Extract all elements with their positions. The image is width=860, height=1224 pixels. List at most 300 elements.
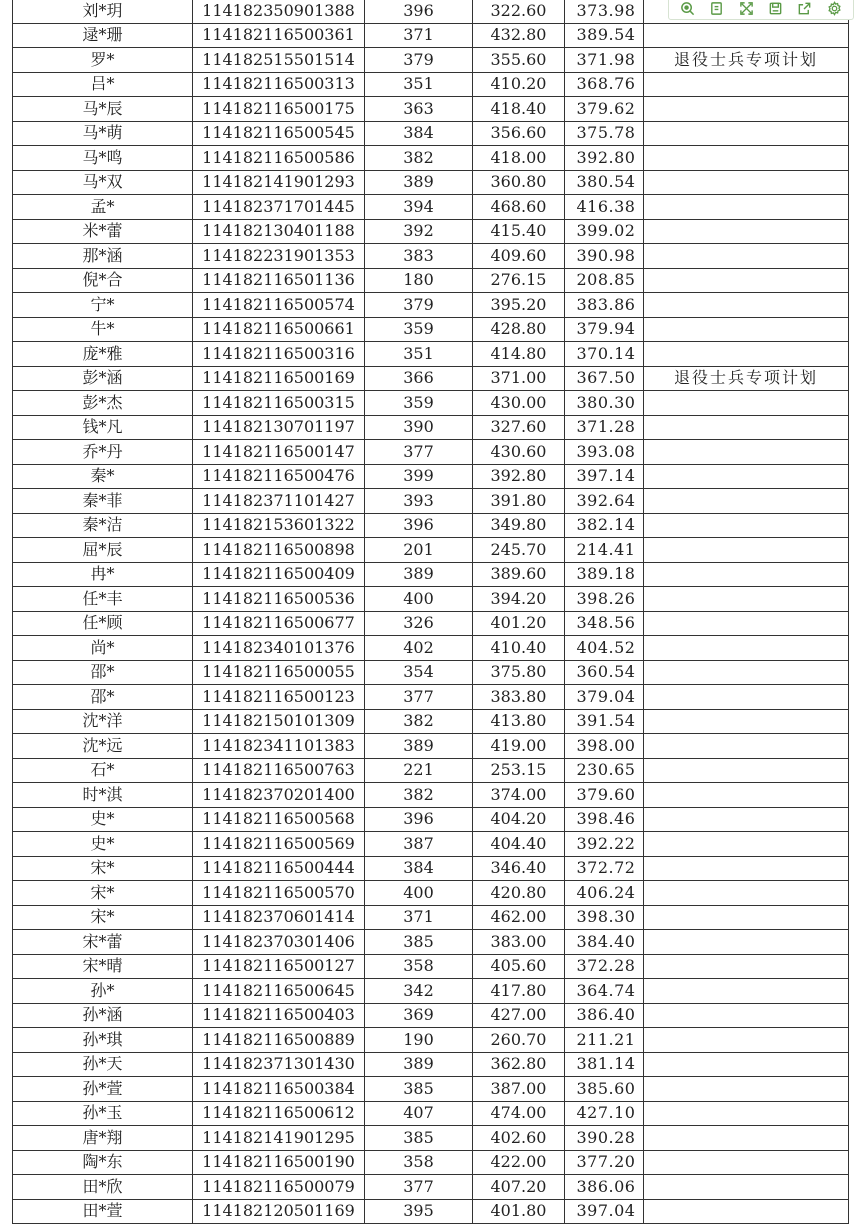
candidate-name-cell: 尚*	[13, 636, 193, 661]
candidate-name-cell: 逯*珊	[13, 23, 193, 48]
candidate-name-cell: 秦*洁	[13, 513, 193, 538]
remark-cell	[644, 538, 849, 563]
retest-score-cell: 432.80	[473, 23, 565, 48]
table-row	[13, 48, 849, 73]
floating-toolbar	[668, 0, 854, 20]
retest-score-cell: 427.00	[473, 1003, 565, 1028]
retest-score-cell: 415.40	[473, 219, 565, 244]
initial-score-cell: 383	[365, 244, 473, 269]
initial-score-cell: 377	[365, 440, 473, 465]
final-score-cell: 379.60	[565, 783, 644, 808]
table-row	[13, 1175, 849, 1200]
exam-id-cell: 114182116500889	[193, 1028, 365, 1053]
initial-score-cell: 384	[365, 856, 473, 881]
retest-score-cell: 362.80	[473, 1052, 565, 1077]
remark-cell	[644, 415, 849, 440]
exam-id-cell: 114182116500055	[193, 660, 365, 685]
table-row	[13, 121, 849, 146]
exam-id-cell: 114182120501169	[193, 1199, 365, 1224]
remark-cell	[644, 391, 849, 416]
retest-score-cell: 375.80	[473, 660, 565, 685]
final-score-cell: 392.64	[565, 489, 644, 514]
initial-score-cell: 201	[365, 538, 473, 563]
remark-cell	[644, 856, 849, 881]
exam-id-cell: 114182141901293	[193, 170, 365, 195]
candidate-name-cell: 吕*	[13, 72, 193, 97]
remark-cell	[644, 195, 849, 220]
retest-score-cell: 260.70	[473, 1028, 565, 1053]
retest-score-cell: 383.80	[473, 685, 565, 710]
candidate-name-cell: 孙*	[13, 979, 193, 1004]
exam-id-cell: 114182116500763	[193, 758, 365, 783]
table-row	[13, 856, 849, 881]
initial-score-cell: 382	[365, 709, 473, 734]
final-score-cell: 348.56	[565, 611, 644, 636]
retest-score-cell: 371.00	[473, 366, 565, 391]
retest-score-cell: 374.00	[473, 783, 565, 808]
remark-cell	[644, 636, 849, 661]
table-row	[13, 1077, 849, 1102]
exam-id-cell: 114182341101383	[193, 734, 365, 759]
candidate-name-cell: 秦*	[13, 464, 193, 489]
table-row	[13, 170, 849, 195]
exam-id-cell: 114182116500409	[193, 562, 365, 587]
final-score-cell: 381.14	[565, 1052, 644, 1077]
exam-id-cell: 114182116500612	[193, 1101, 365, 1126]
final-score-cell: 370.14	[565, 342, 644, 367]
final-score-cell: 404.52	[565, 636, 644, 661]
final-score-cell: 379.94	[565, 317, 644, 342]
remark-cell	[644, 1175, 849, 1200]
initial-score-cell: 359	[365, 391, 473, 416]
retest-score-cell: 245.70	[473, 538, 565, 563]
final-score-cell: 382.14	[565, 513, 644, 538]
exam-id-cell: 114182340101376	[193, 636, 365, 661]
retest-score-cell: 391.80	[473, 489, 565, 514]
table-row	[13, 23, 849, 48]
candidate-name-cell: 乔*丹	[13, 440, 193, 465]
final-score-cell: 390.98	[565, 244, 644, 269]
candidate-name-cell: 马*双	[13, 170, 193, 195]
retest-score-cell: 395.20	[473, 293, 565, 318]
exam-id-cell: 114182370601414	[193, 905, 365, 930]
table-row	[13, 611, 849, 636]
final-score-cell: 397.14	[565, 464, 644, 489]
retest-score-cell: 327.60	[473, 415, 565, 440]
exam-id-cell: 114182150101309	[193, 709, 365, 734]
candidate-name-cell: 宋*	[13, 881, 193, 906]
exam-id-cell: 114182116500574	[193, 293, 365, 318]
final-score-cell: 386.06	[565, 1175, 644, 1200]
table-row	[13, 538, 849, 563]
candidate-name-cell: 史*	[13, 832, 193, 857]
candidate-name-cell: 钱*凡	[13, 415, 193, 440]
table-row	[13, 930, 849, 955]
copy-icon[interactable]	[708, 0, 726, 17]
final-score-cell: 367.50	[565, 366, 644, 391]
final-score-cell: 368.76	[565, 72, 644, 97]
initial-score-cell: 396	[365, 807, 473, 832]
table-row	[13, 391, 849, 416]
exam-id-cell: 114182130701197	[193, 415, 365, 440]
remark-cell	[644, 342, 849, 367]
initial-score-cell: 180	[365, 268, 473, 293]
final-score-cell: 371.98	[565, 48, 644, 73]
candidate-name-cell: 陶*东	[13, 1150, 193, 1175]
final-score-cell: 214.41	[565, 538, 644, 563]
candidate-name-cell: 任*顾	[13, 611, 193, 636]
candidate-name-cell: 彭*涵	[13, 366, 193, 391]
remark-cell	[644, 268, 849, 293]
retest-score-cell: 387.00	[473, 1077, 565, 1102]
candidate-name-cell: 庞*雅	[13, 342, 193, 367]
candidate-name-cell: 孙*玉	[13, 1101, 193, 1126]
retest-score-cell: 404.40	[473, 832, 565, 857]
initial-score-cell: 395	[365, 1199, 473, 1224]
remark-cell	[644, 807, 849, 832]
share-icon[interactable]	[796, 0, 814, 17]
table-row	[13, 244, 849, 269]
initial-score-cell: 385	[365, 1077, 473, 1102]
candidate-name-cell: 孟*	[13, 195, 193, 220]
initial-score-cell: 377	[365, 1175, 473, 1200]
candidate-name-cell: 孙*萱	[13, 1077, 193, 1102]
table-row	[13, 97, 849, 122]
table-row	[13, 1150, 849, 1175]
table-row	[13, 1199, 849, 1224]
final-score-cell: 390.28	[565, 1126, 644, 1151]
final-score-cell: 392.22	[565, 832, 644, 857]
retest-score-cell: 474.00	[473, 1101, 565, 1126]
candidate-name-cell: 马*辰	[13, 97, 193, 122]
exam-id-cell: 114182515501514	[193, 48, 365, 73]
exam-id-cell: 114182350901388	[193, 0, 365, 23]
remark-cell	[644, 170, 849, 195]
remark-cell	[644, 489, 849, 514]
candidate-name-cell: 田*萱	[13, 1199, 193, 1224]
exam-id-cell: 114182116500569	[193, 832, 365, 857]
save-icon[interactable]	[767, 0, 785, 17]
final-score-cell: 211.21	[565, 1028, 644, 1053]
initial-score-cell: 384	[365, 121, 473, 146]
initial-score-cell: 377	[365, 685, 473, 710]
score-table-body	[13, 0, 849, 1224]
final-score-cell: 384.40	[565, 930, 644, 955]
table-row	[13, 1126, 849, 1151]
initial-score-cell: 190	[365, 1028, 473, 1053]
exam-id-cell: 114182116500645	[193, 979, 365, 1004]
remark-cell	[644, 1028, 849, 1053]
exam-id-cell: 114182116500444	[193, 856, 365, 881]
exam-id-cell: 114182370201400	[193, 783, 365, 808]
final-score-cell: 375.78	[565, 121, 644, 146]
remark-cell	[644, 587, 849, 612]
final-score-cell: 389.54	[565, 23, 644, 48]
candidate-name-cell: 孙*涵	[13, 1003, 193, 1028]
table-row	[13, 219, 849, 244]
remark-cell	[644, 930, 849, 955]
table-row	[13, 807, 849, 832]
initial-score-cell: 351	[365, 72, 473, 97]
initial-score-cell: 382	[365, 783, 473, 808]
retest-score-cell: 322.60	[473, 0, 565, 23]
candidate-name-cell: 秦*菲	[13, 489, 193, 514]
final-score-cell: 399.02	[565, 219, 644, 244]
remark-cell	[644, 513, 849, 538]
candidate-name-cell: 石*	[13, 758, 193, 783]
table-row	[13, 758, 849, 783]
candidate-name-cell: 孙*琪	[13, 1028, 193, 1053]
initial-score-cell: 385	[365, 930, 473, 955]
candidate-name-cell: 沈*远	[13, 734, 193, 759]
initial-score-cell: 387	[365, 832, 473, 857]
candidate-name-cell: 任*丰	[13, 587, 193, 612]
candidate-name-cell: 马*萌	[13, 121, 193, 146]
final-score-cell: 372.28	[565, 954, 644, 979]
final-score-cell: 377.20	[565, 1150, 644, 1175]
remark-cell	[644, 97, 849, 122]
initial-score-cell: 363	[365, 97, 473, 122]
exam-id-cell: 114182116500898	[193, 538, 365, 563]
candidate-name-cell: 宁*	[13, 293, 193, 318]
final-score-cell: 385.60	[565, 1077, 644, 1102]
candidate-name-cell: 孙*天	[13, 1052, 193, 1077]
remark-cell	[644, 1052, 849, 1077]
table-row	[13, 1101, 849, 1126]
remark-cell	[644, 709, 849, 734]
retest-score-cell: 346.40	[473, 856, 565, 881]
exam-id-cell: 114182231901353	[193, 244, 365, 269]
retest-score-cell: 409.60	[473, 244, 565, 269]
final-score-cell: 380.30	[565, 391, 644, 416]
final-score-cell: 427.10	[565, 1101, 644, 1126]
initial-score-cell: 396	[365, 0, 473, 23]
retest-score-cell: 468.60	[473, 195, 565, 220]
initial-score-cell: 379	[365, 48, 473, 73]
exam-id-cell: 114182370301406	[193, 930, 365, 955]
candidate-name-cell: 史*	[13, 807, 193, 832]
table-row	[13, 660, 849, 685]
remark-cell	[644, 1077, 849, 1102]
final-score-cell: 393.08	[565, 440, 644, 465]
initial-score-cell: 379	[365, 293, 473, 318]
remark-cell	[644, 881, 849, 906]
final-score-cell: 372.72	[565, 856, 644, 881]
candidate-name-cell: 宋*晴	[13, 954, 193, 979]
remark-cell	[644, 954, 849, 979]
exam-id-cell: 114182116500127	[193, 954, 365, 979]
search-icon[interactable]	[679, 0, 697, 17]
initial-score-cell: 389	[365, 562, 473, 587]
initial-score-cell: 342	[365, 979, 473, 1004]
table-row	[13, 1003, 849, 1028]
retest-score-cell: 413.80	[473, 709, 565, 734]
remark-cell	[644, 317, 849, 342]
initial-score-cell: 396	[365, 513, 473, 538]
retest-score-cell: 394.20	[473, 587, 565, 612]
retest-score-cell: 253.15	[473, 758, 565, 783]
table-row	[13, 685, 849, 710]
retest-score-cell: 418.40	[473, 97, 565, 122]
candidate-name-cell: 牛*	[13, 317, 193, 342]
retest-score-cell: 389.60	[473, 562, 565, 587]
table-row	[13, 464, 849, 489]
retest-score-cell: 430.60	[473, 440, 565, 465]
table-row	[13, 1052, 849, 1077]
remark-cell	[644, 1199, 849, 1224]
final-score-cell: 391.54	[565, 709, 644, 734]
retest-score-cell: 360.80	[473, 170, 565, 195]
table-row	[13, 513, 849, 538]
remark-cell	[644, 72, 849, 97]
candidate-name-cell: 刘*玥	[13, 0, 193, 23]
exam-id-cell: 114182116500476	[193, 464, 365, 489]
table-row	[13, 195, 849, 220]
candidate-name-cell: 田*欣	[13, 1175, 193, 1200]
candidate-name-cell: 宋*	[13, 905, 193, 930]
score-table	[12, 0, 849, 1224]
table-row	[13, 562, 849, 587]
table-row	[13, 587, 849, 612]
table-row	[13, 783, 849, 808]
initial-score-cell: 385	[365, 1126, 473, 1151]
retest-score-cell: 276.15	[473, 268, 565, 293]
candidate-name-cell: 倪*合	[13, 268, 193, 293]
initial-score-cell: 221	[365, 758, 473, 783]
initial-score-cell: 393	[365, 489, 473, 514]
exam-id-cell: 114182130401188	[193, 219, 365, 244]
table-row	[13, 734, 849, 759]
final-score-cell: 398.00	[565, 734, 644, 759]
retest-score-cell: 418.00	[473, 146, 565, 171]
initial-score-cell: 382	[365, 146, 473, 171]
retest-score-cell: 405.60	[473, 954, 565, 979]
exam-id-cell: 114182116500169	[193, 366, 365, 391]
remark-cell	[644, 440, 849, 465]
retest-score-cell: 430.00	[473, 391, 565, 416]
remark-cell	[644, 146, 849, 171]
remark-cell	[644, 121, 849, 146]
retest-score-cell: 401.20	[473, 611, 565, 636]
candidate-name-cell: 那*涵	[13, 244, 193, 269]
candidate-name-cell: 马*鸣	[13, 146, 193, 171]
remark-cell	[644, 562, 849, 587]
table-row	[13, 881, 849, 906]
candidate-name-cell: 沈*洋	[13, 709, 193, 734]
final-score-cell: 416.38	[565, 195, 644, 220]
retest-score-cell: 356.60	[473, 121, 565, 146]
table-row	[13, 832, 849, 857]
retest-score-cell: 462.00	[473, 905, 565, 930]
exam-id-cell: 114182153601322	[193, 513, 365, 538]
candidate-name-cell: 唐*翔	[13, 1126, 193, 1151]
final-score-cell: 364.74	[565, 979, 644, 1004]
retest-score-cell: 410.20	[473, 72, 565, 97]
table-row	[13, 1028, 849, 1053]
initial-score-cell: 400	[365, 881, 473, 906]
initial-score-cell: 390	[365, 415, 473, 440]
table-row	[13, 979, 849, 1004]
candidate-name-cell: 米*蕾	[13, 219, 193, 244]
initial-score-cell: 394	[365, 195, 473, 220]
remark-cell	[644, 734, 849, 759]
candidate-name-cell: 屈*辰	[13, 538, 193, 563]
initial-score-cell: 371	[365, 905, 473, 930]
initial-score-cell: 400	[365, 587, 473, 612]
exam-id-cell: 114182116500147	[193, 440, 365, 465]
remark-cell	[644, 685, 849, 710]
exam-id-cell: 114182116500315	[193, 391, 365, 416]
exam-id-cell: 114182116500677	[193, 611, 365, 636]
table-row	[13, 342, 849, 367]
remark-cell	[644, 1003, 849, 1028]
retest-score-cell: 404.20	[473, 807, 565, 832]
table-row	[13, 954, 849, 979]
table-row	[13, 293, 849, 318]
final-score-cell: 208.85	[565, 268, 644, 293]
table-row	[13, 146, 849, 171]
candidate-name-cell: 邵*	[13, 660, 193, 685]
retest-score-cell: 428.80	[473, 317, 565, 342]
remark-cell	[644, 244, 849, 269]
final-score-cell: 398.26	[565, 587, 644, 612]
final-score-cell: 379.62	[565, 97, 644, 122]
retest-score-cell: 422.00	[473, 1150, 565, 1175]
exam-id-cell: 114182371301430	[193, 1052, 365, 1077]
remark-cell	[644, 905, 849, 930]
candidate-name-cell: 彭*杰	[13, 391, 193, 416]
table-row	[13, 489, 849, 514]
table-row	[13, 317, 849, 342]
retest-score-cell: 392.80	[473, 464, 565, 489]
exam-id-cell: 114182116500079	[193, 1175, 365, 1200]
final-score-cell: 392.80	[565, 146, 644, 171]
settings-icon[interactable]	[825, 0, 843, 17]
initial-score-cell: 371	[365, 23, 473, 48]
final-score-cell: 406.24	[565, 881, 644, 906]
fullscreen-icon[interactable]	[737, 0, 755, 17]
remark-cell	[644, 660, 849, 685]
final-score-cell: 397.04	[565, 1199, 644, 1224]
remark-cell	[644, 1126, 849, 1151]
exam-id-cell: 114182116500313	[193, 72, 365, 97]
exam-id-cell: 114182116500536	[193, 587, 365, 612]
exam-id-cell: 114182116500545	[193, 121, 365, 146]
candidate-name-cell: 罗*	[13, 48, 193, 73]
final-score-cell: 360.54	[565, 660, 644, 685]
initial-score-cell: 392	[365, 219, 473, 244]
remark-cell	[644, 979, 849, 1004]
remark-cell	[644, 1150, 849, 1175]
exam-id-cell: 114182141901295	[193, 1126, 365, 1151]
exam-id-cell: 114182116500123	[193, 685, 365, 710]
final-score-cell: 383.86	[565, 293, 644, 318]
table-row	[13, 366, 849, 391]
final-score-cell: 389.18	[565, 562, 644, 587]
retest-score-cell: 419.00	[473, 734, 565, 759]
exam-id-cell: 114182116500568	[193, 807, 365, 832]
final-score-cell: 379.04	[565, 685, 644, 710]
initial-score-cell: 354	[365, 660, 473, 685]
table-row	[13, 268, 849, 293]
initial-score-cell: 358	[365, 954, 473, 979]
exam-id-cell: 114182116500316	[193, 342, 365, 367]
remark-cell	[644, 783, 849, 808]
initial-score-cell: 358	[365, 1150, 473, 1175]
table-row	[13, 709, 849, 734]
exam-id-cell: 114182116501136	[193, 268, 365, 293]
final-score-cell: 230.65	[565, 758, 644, 783]
